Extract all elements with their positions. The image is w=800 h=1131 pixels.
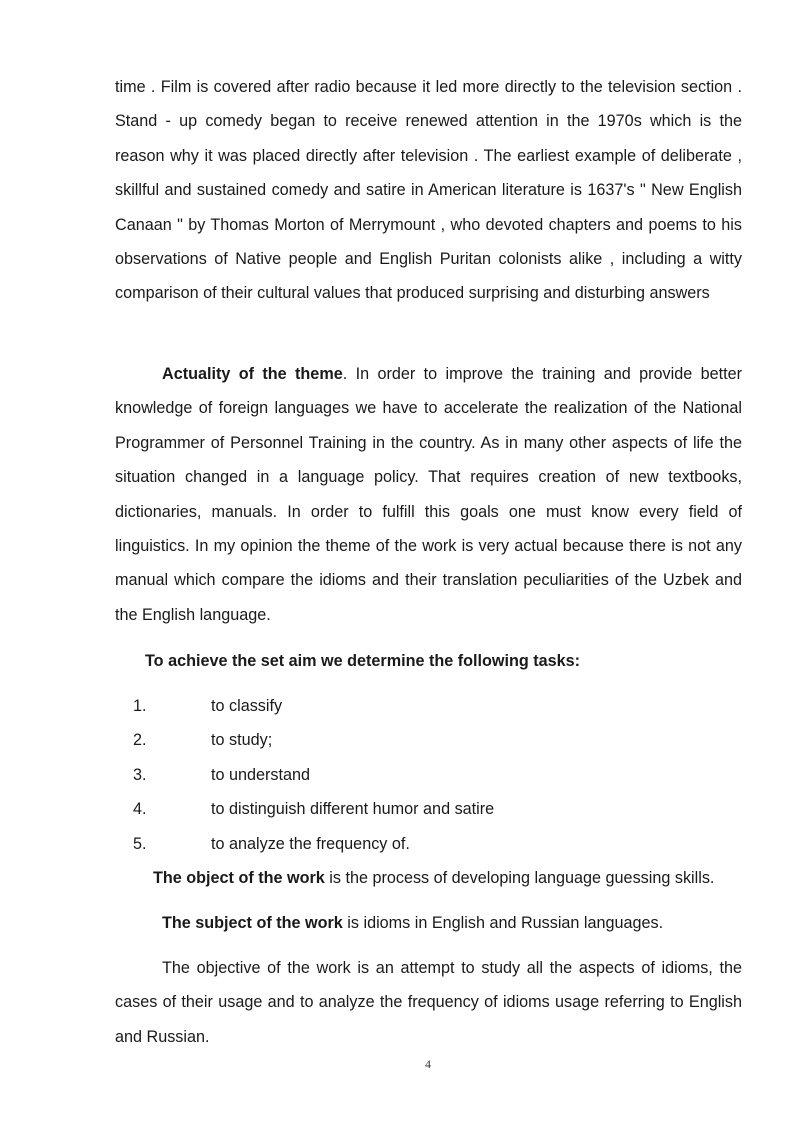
task-text: to classify: [211, 697, 283, 715]
task-list: [133, 689, 494, 861]
task-text: to distinguish different humor and satire: [211, 800, 495, 819]
subject-text: is idioms in English and Russian languages.: [342, 914, 664, 932]
object-text: is the process of developing language guessing skills.: [324, 869, 715, 887]
task-text: to analyze the frequency of.: [211, 834, 410, 853]
task-number: 3.: [133, 765, 147, 784]
intro-paragraph: time . Film is covered after radio because it led more directly to the television section . Stand - up comedy began to receive renewed attention in the 1970s which is the reason why it was placed directly after television . The earliest example of deliberate , skillful and sustained comedy and satire in American literature is 1637's " New English Canaan " by Thomas Morton of Merrymount , who devoted chapters and poems to his observations of Native people and English Puritan colonists alike , including a witty comparison of their cultural values that produced surprising and disturbing answers: [115, 78, 742, 303]
list-item: [133, 827, 494, 861]
subject-line: [162, 906, 663, 940]
objective-paragraph: The objective of the work is an attempt to study all the aspects of idioms, the cases of their usage and to analyze the frequency of idioms usage referring to English and Russian.: [115, 959, 742, 1046]
tasks-heading: To achieve the set aim we determine the following tasks:: [145, 652, 581, 670]
subject-heading: The subject of the work: [162, 914, 343, 932]
task-number: 1.: [133, 697, 147, 715]
task-number: 2.: [133, 731, 147, 750]
task-number: 4.: [133, 800, 147, 819]
list-item: [133, 758, 494, 792]
actuality-text: . In order to improve the training and provide better knowledge of foreign languages we have to accelerate the realization of the National Programmer of Personnel Training in the country. As in many other aspects of life the situation changed in a language policy. That requires creation of new textbooks, dictionaries, manuals. In order to fulfill this goals one must know every field of linguistics. In my opinion the theme of the work is very actual because there is not any manual which compare the idioms and their translation peculiarities of the Uzbek and the English language.: [115, 365, 742, 624]
object-line: [153, 861, 714, 895]
page-number: 4: [425, 1057, 431, 1071]
list-item: [133, 689, 494, 723]
list-item: [133, 792, 494, 826]
list-item: [133, 723, 494, 757]
task-text: to study;: [211, 731, 273, 750]
actuality-heading: Actuality of the theme: [162, 365, 343, 383]
object-heading: The object of the work: [153, 869, 325, 887]
task-text: to understand: [211, 765, 310, 784]
task-number: 5.: [133, 834, 147, 853]
actuality-paragraph: [115, 357, 742, 632]
